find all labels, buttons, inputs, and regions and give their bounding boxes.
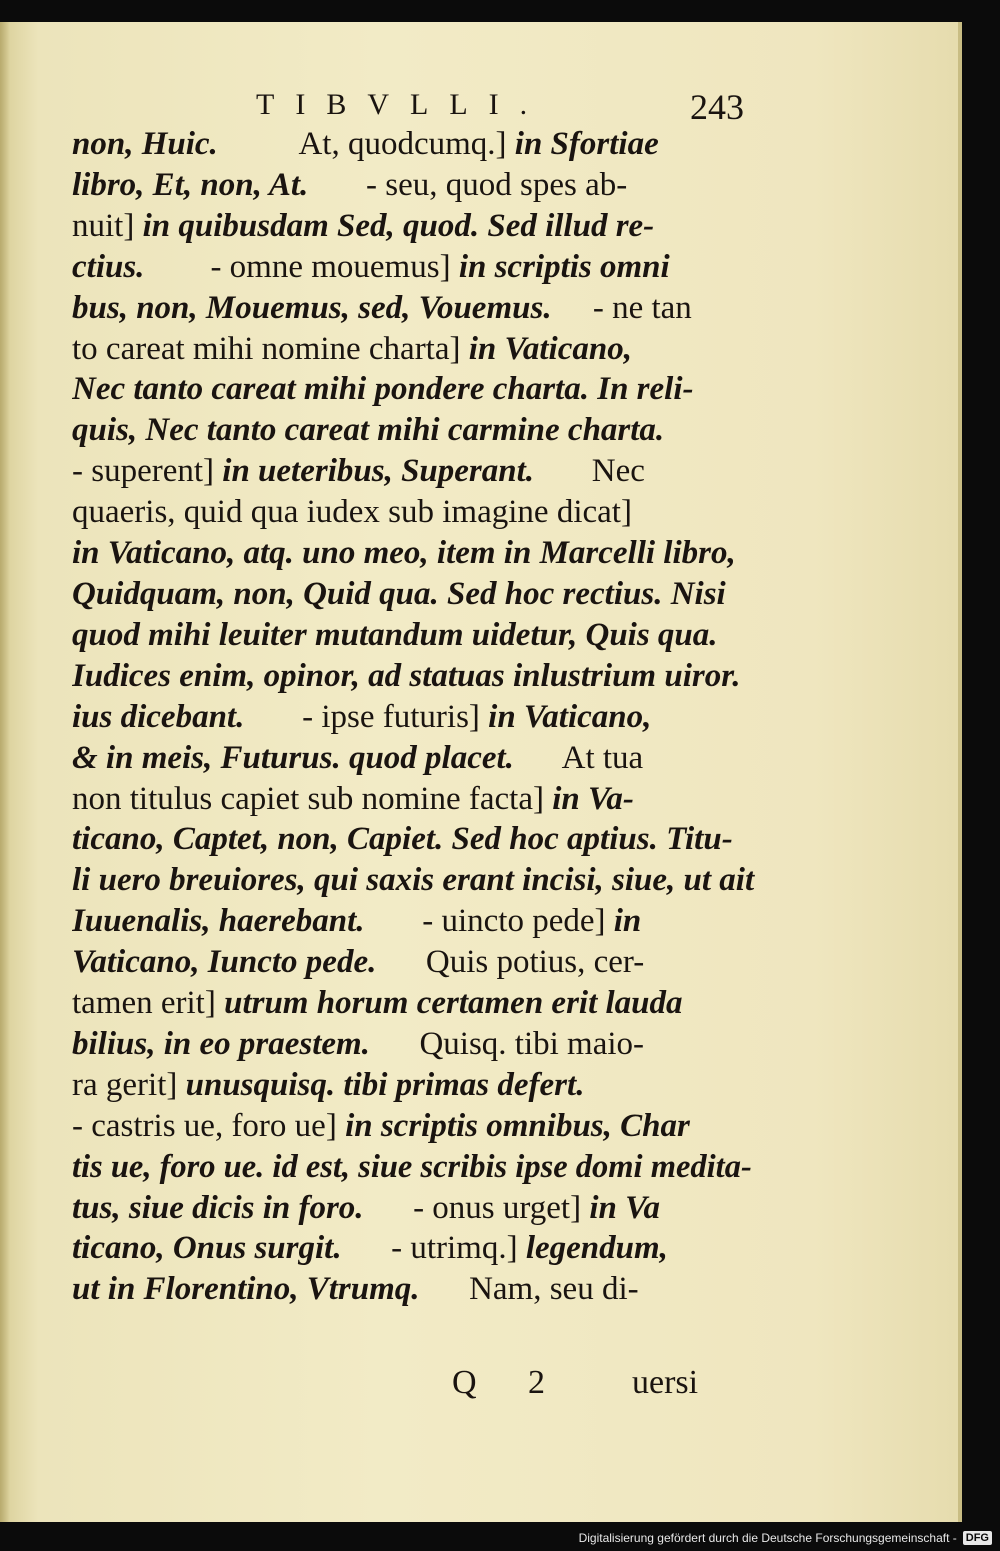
italic-segment: in Va xyxy=(589,1189,660,1226)
roman-segment: - ipse futuris] xyxy=(244,698,489,735)
text-line xyxy=(72,983,756,1024)
italic-segment: bilius, in eo praestem. xyxy=(72,1025,370,1062)
italic-segment: in Vaticano, xyxy=(488,698,652,735)
text-line xyxy=(72,124,756,165)
commentary-text xyxy=(72,124,756,1310)
text-line xyxy=(72,1188,756,1229)
roman-segment: quaeris, quid qua iudex sub imagine dicat] xyxy=(72,494,632,531)
italic-segment: Vaticano, Iuncto pede. xyxy=(72,944,377,981)
text-line xyxy=(72,1269,756,1310)
text-line xyxy=(72,451,756,492)
italic-segment: bus, non, Mouemus, sed, Vouemus. xyxy=(72,289,552,326)
italic-segment: libro, Et, non, At. xyxy=(72,166,309,203)
text-line xyxy=(72,206,756,247)
italic-segment: Iudices enim, opinor, ad statuas inlustrium uiror. xyxy=(72,657,741,694)
roman-segment: - superent] xyxy=(72,453,223,490)
text-line xyxy=(72,615,756,656)
running-head: TIBVLLI. xyxy=(256,88,549,121)
text-line xyxy=(72,819,756,860)
italic-segment: in quibusdam Sed, quod. Sed illud re- xyxy=(142,207,655,244)
text-line xyxy=(72,1106,756,1147)
italic-segment: ius dicebant. xyxy=(72,698,245,735)
signature-mark: Q xyxy=(452,1364,477,1401)
text-line xyxy=(72,1147,756,1188)
italic-segment: li uero breuiores, qui saxis erant incisi, siue, ut ait xyxy=(72,862,755,899)
text-line xyxy=(72,369,756,410)
roman-segment: ra gerit] xyxy=(72,1066,186,1103)
digitization-credit xyxy=(579,1527,992,1549)
italic-segment: utrum horum certamen erit lauda xyxy=(224,985,683,1022)
italic-segment: legendum, xyxy=(525,1230,668,1267)
catchword: uersi xyxy=(632,1364,699,1401)
italic-segment: non, Huic. xyxy=(72,126,218,162)
italic-segment: in ueteribus, Superant. xyxy=(222,453,535,490)
italic-segment: quis, Nec tanto careat mihi carmine charta. xyxy=(72,412,665,449)
text-line xyxy=(72,1065,756,1106)
text-line xyxy=(72,1228,756,1269)
text-line xyxy=(72,492,756,533)
text-line xyxy=(72,1024,756,1065)
text-line xyxy=(72,410,756,451)
text-line xyxy=(72,165,756,206)
roman-segment: Nec xyxy=(534,453,645,490)
text-line xyxy=(72,656,756,697)
roman-segment: Nam, seu di- xyxy=(419,1271,639,1308)
roman-segment: - utrimq.] xyxy=(341,1230,526,1267)
text-line xyxy=(72,942,756,983)
italic-segment: tis ue, foro ue. id est, siue scribis ipse domi medita- xyxy=(72,1148,752,1185)
italic-segment: ticano, Onus surgit. xyxy=(72,1230,342,1267)
italic-segment: ticano, Captet, non, Capiet. Sed hoc aptius. Titu- xyxy=(72,821,733,858)
italic-segment: quod mihi leuiter mutandum uidetur, Quis qua. xyxy=(72,616,718,653)
roman-segment: - seu, quod spes ab- xyxy=(308,166,628,203)
roman-segment: tamen erit] xyxy=(72,985,225,1022)
roman-segment: - uincto pede] xyxy=(364,903,614,940)
credit-text: Digitalisierung gefördert durch die Deutsche Forschungsgemeinschaft - xyxy=(578,1531,957,1545)
text-line xyxy=(72,697,756,738)
roman-segment: to careat mihi nomine charta] xyxy=(72,330,469,367)
italic-segment: Nec tanto careat mihi pondere charta. In reli- xyxy=(72,371,694,408)
roman-segment: At, quodcumq.] xyxy=(217,126,515,162)
italic-segment: in Sfortiae xyxy=(514,126,659,162)
text-line xyxy=(72,574,756,615)
text-line xyxy=(72,247,756,288)
text-line xyxy=(72,288,756,329)
text-line xyxy=(72,860,756,901)
page-gutter-shadow xyxy=(0,22,10,1522)
dfg-logo: DFG xyxy=(963,1531,992,1545)
italic-segment: unusquisq. tibi primas defert. xyxy=(185,1066,585,1103)
italic-segment: in scriptis omnibus, Char xyxy=(345,1107,690,1144)
roman-segment: - onus urget] xyxy=(363,1189,590,1226)
roman-segment: At tua xyxy=(513,739,644,776)
roman-segment: - ne tan xyxy=(551,289,692,326)
text-line xyxy=(72,901,756,942)
text-line xyxy=(72,738,756,779)
roman-segment: non titulus capiet sub nomine facta] xyxy=(72,780,553,817)
roman-segment: Quis potius, cer- xyxy=(376,944,645,981)
italic-segment: tus, siue dicis in foro. xyxy=(72,1189,364,1226)
roman-segment: - omne mouemus] xyxy=(144,248,459,285)
italic-segment: in xyxy=(613,903,642,940)
italic-segment: ctius. xyxy=(72,248,145,285)
text-line xyxy=(72,779,756,820)
text-line xyxy=(72,533,756,574)
page-number: 243 xyxy=(690,87,744,127)
italic-segment: Quidquam, non, Quid qua. Sed hoc rectius. Nisi xyxy=(72,575,726,612)
italic-segment: in Vaticano, xyxy=(468,330,632,367)
roman-segment: - castris ue, foro ue] xyxy=(72,1107,346,1144)
italic-segment: in Va- xyxy=(552,780,634,817)
italic-segment: in Vaticano, atq. uno meo, item in Marcelli libro, xyxy=(72,535,736,572)
text-line xyxy=(72,329,756,370)
italic-segment: & in meis, Futurus. quod placet. xyxy=(72,739,514,776)
roman-segment: nuit] xyxy=(72,207,143,244)
roman-segment: Quisq. tibi maio- xyxy=(369,1025,645,1062)
signature-number: 2 xyxy=(528,1364,545,1401)
italic-segment: ut in Florentino, Vtrumq. xyxy=(72,1271,420,1308)
italic-segment: Iuuenalis, haerebant. xyxy=(72,903,365,940)
italic-segment: in scriptis omni xyxy=(458,248,670,285)
